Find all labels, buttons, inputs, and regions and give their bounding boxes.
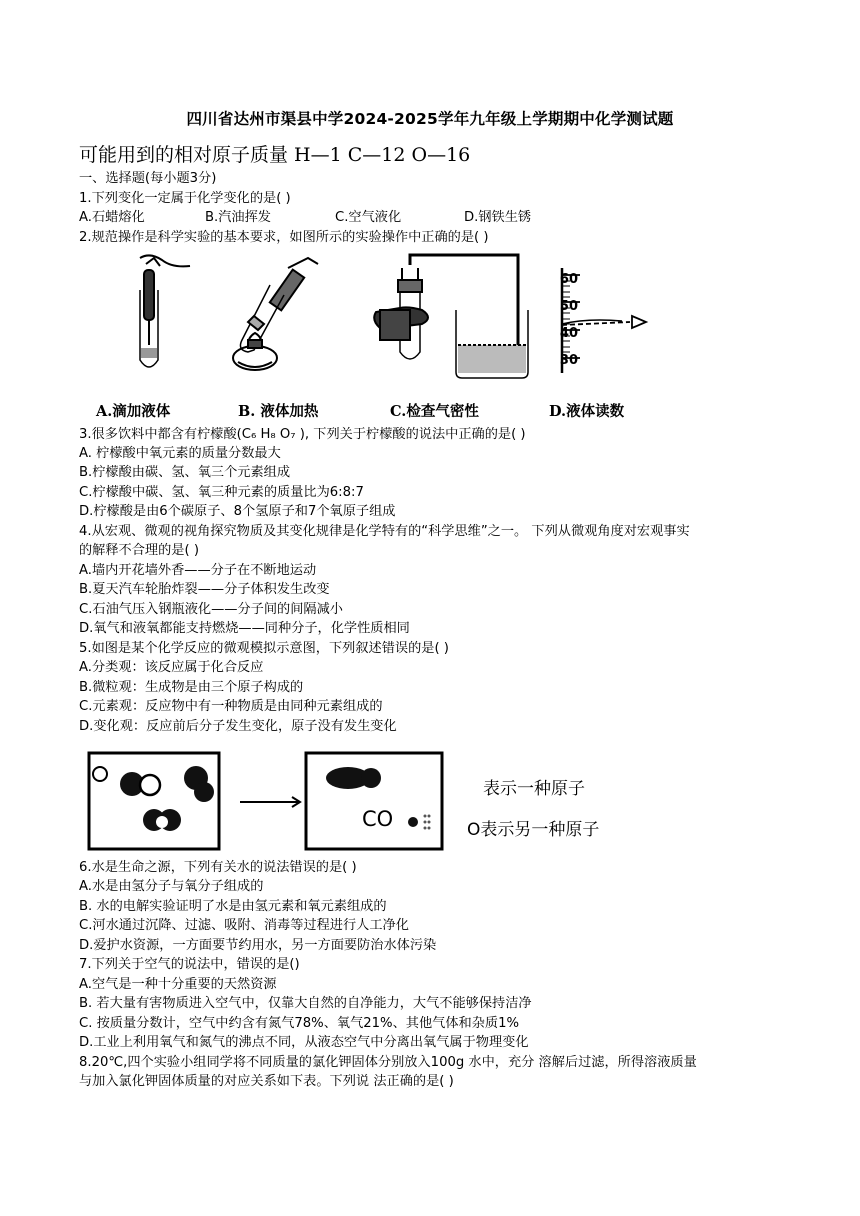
q2-caption-c: C.检查气密性 <box>390 403 479 420</box>
q2-caption-d: D.液体读数 <box>549 403 625 420</box>
q7-option-a: A.空气是一种十分重要的天然资源 <box>79 977 277 992</box>
q5-option-d: D.变化观：反应前后分子发生变化，原子没有发生变化 <box>79 719 397 734</box>
q3-option-d: D.柠檬酸是由6个碳原子、8个氢原子和7个氧原子组成 <box>79 504 396 519</box>
q5-option-a: A.分类观：该反应属于化合反应 <box>79 660 264 675</box>
q4-option-d: D.氧气和液氧都能支持燃烧——同种分子，化学性质相同 <box>79 621 410 636</box>
page-title: 四川省达州市渠县中学2024-2025学年九年级上学期期中化学测试题 <box>186 110 674 128</box>
co-label: CO <box>362 807 394 831</box>
q6-option-c: C.河水通过沉降、过滤、吸附、消毒等过程进行人工净化 <box>79 918 409 933</box>
q4-stem-line1: 4.从宏观、微观的视角探究物质及其变化规律是化学特有的“科学思维”之一。 下列从微观角度对宏观事实 <box>79 524 690 539</box>
q5-stem: 5.如图是某个化学反应的微观模拟示意图，下列叙述错误的是( ) <box>79 641 449 656</box>
q7-option-c: C. 按质量分数计，空气中约含有氮气78%、氧气21%、其他气体和杂质1% <box>79 1016 520 1031</box>
q1-stem: 1.下列变化一定属于化学变化的是( ) <box>79 191 291 206</box>
scale-label-40: 40 <box>559 326 578 341</box>
q3-option-a: A. 柠檬酸中氧元素的质量分数最大 <box>79 446 281 461</box>
q4-option-a: A.墙内开花墙外香——分子在不断地运动 <box>79 563 317 578</box>
q6-stem: 6.水是生命之源，下列有关水的说法错误的是( ) <box>79 860 357 875</box>
q2-scale-labels <box>542 266 578 374</box>
q7-option-b: B. 若大量有害物质进入空气中，仅靠大自然的自净能力，大气不能够保持洁净 <box>79 996 532 1011</box>
q6-option-b: B. 水的电解实验证明了水是由氢元素和氧元素组成的 <box>79 899 387 914</box>
airtightness-check-image <box>374 255 528 378</box>
q6-option-a: A.水是由氢分子与氧分子组成的 <box>79 879 264 894</box>
q2-stem: 2.规范操作是科学实验的基本要求，如图所示的实验操作中正确的是( ) <box>79 230 489 245</box>
q1-option-c: C.空气液化 <box>335 210 402 225</box>
legend-atom-1: 表示一种原子 <box>483 779 585 799</box>
dropper-test-tube-image <box>140 255 190 367</box>
white-atom <box>156 816 168 828</box>
q2-caption-b: B. 液体加热 <box>238 403 319 420</box>
scale-label-60: 60 <box>559 272 578 287</box>
q2-caption-a: A.滴加液体 <box>96 403 171 420</box>
q4-option-c: C.石油气压入钢瓶液化——分子间的间隔减小 <box>79 602 343 617</box>
legend-atom-2: O表示另一种原子 <box>467 820 600 840</box>
heating-test-tube-image <box>233 258 318 370</box>
q4-stem-line2: 的解释不合理的是( ) <box>79 543 199 558</box>
q8-stem-line2: 与加入氯化钾固体质量的对应关系如下表。下列说 法正确的是( ) <box>79 1074 454 1089</box>
white-atom <box>93 767 107 781</box>
section-heading: 一、选择题(每小题3分) <box>79 171 217 186</box>
q4-option-b: B.夏天汽车轮胎炸裂——分子体积发生改变 <box>79 582 330 597</box>
scale-label-50: 50 <box>559 299 578 314</box>
q2-lab-operations-figure <box>120 250 680 380</box>
q7-option-d: D.工业上利用氧气和氮气的沸点不同，从液态空气中分离出氧气属于物理变化 <box>79 1035 529 1050</box>
q1-option-b: B.汽油挥发 <box>205 210 271 225</box>
q5-option-c: C.元素观：反应物中有一种物质是由同种元素组成的 <box>79 699 383 714</box>
relative-atomic-mass-line: 可能用到的相对原子质量 H—1 C—12 O—16 <box>79 144 471 166</box>
scale-label-30: 30 <box>559 353 578 368</box>
white-atom <box>140 775 160 795</box>
q3-option-b: B.柠檬酸由碳、氢、氧三个元素组成 <box>79 465 291 480</box>
q6-option-d: D.爱护水资源，一方面要节约用水，另一方面要防治水体污染 <box>79 938 437 953</box>
product-box <box>306 753 442 849</box>
q3-option-c: C.柠檬酸中碳、氢、氧三种元素的质量比为6:8:7 <box>79 485 364 500</box>
q1-option-a: A.石蜡熔化 <box>79 210 145 225</box>
q7-stem: 7.下列关于空气的说法中，错误的是() <box>79 957 300 972</box>
q5-reaction-model-figure <box>86 750 446 855</box>
black-atom <box>194 782 214 802</box>
q3-stem: 3.很多饮料中都含有柠檬酸(C₆ H₈ O₇ ), 下列关于柠檬酸的说法中正确的是( ) <box>79 427 526 442</box>
q5-option-b: B.微粒观：生成物是由三个原子构成的 <box>79 680 304 695</box>
q8-stem-line1: 8.20℃,四个实验小组同学将不同质量的氯化钾固体分别放入100g 水中，充分 溶解后过滤，所得溶液质量 <box>79 1055 697 1070</box>
q1-option-d: D.钢铁生锈 <box>464 210 532 225</box>
